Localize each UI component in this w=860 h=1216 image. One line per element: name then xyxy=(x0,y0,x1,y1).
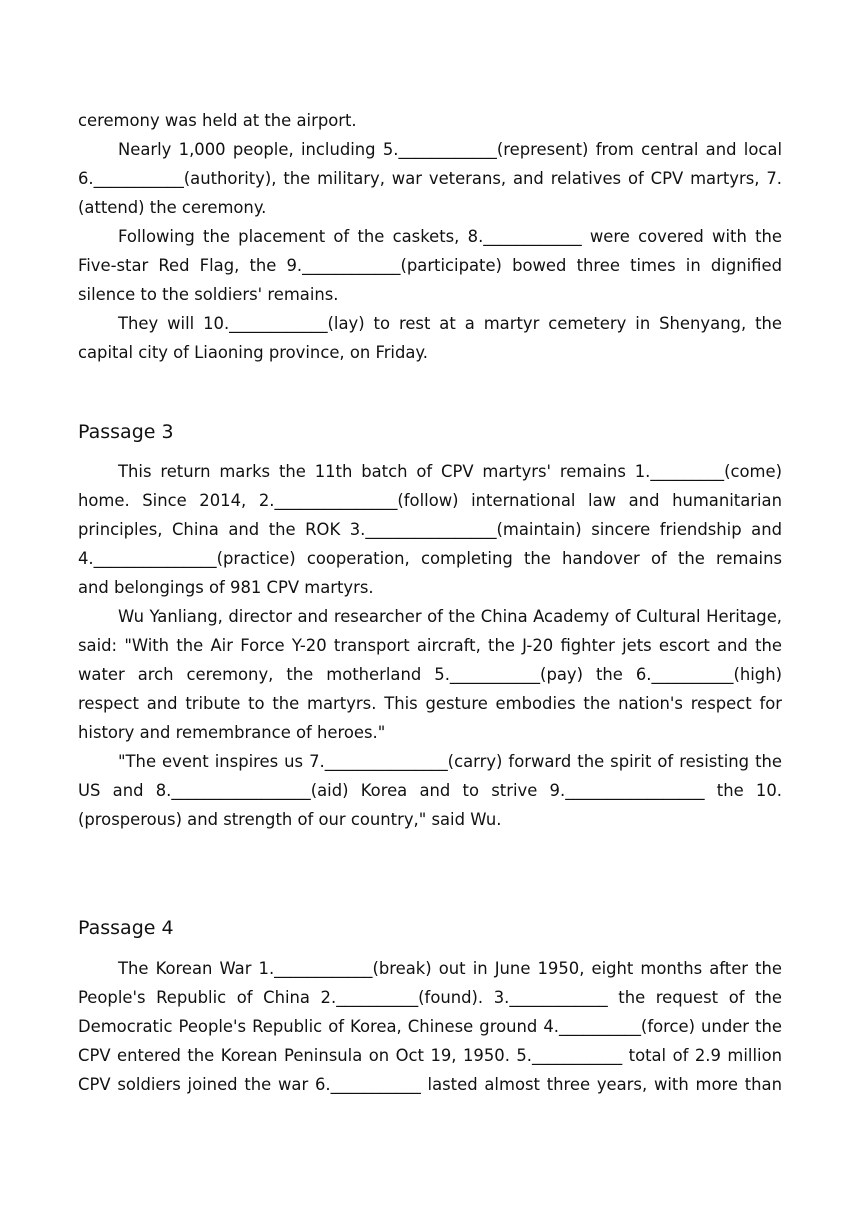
paragraph-line: This return marks the 11th batch of CPV martyrs' remains 1._________(come) xyxy=(118,462,782,481)
paragraph-line: home. Since 2014, 2._______________(follow) international law and humanitarian xyxy=(78,491,782,510)
paragraph-line: They will 10.____________(lay) to rest at a martyr cemetery in Shenyang, the xyxy=(118,314,782,333)
paragraph-line: history and remembrance of heroes." xyxy=(78,723,386,742)
paragraph-line: (prosperous) and strength of our country," said Wu. xyxy=(78,810,502,829)
passage-heading: Passage 4 xyxy=(78,917,174,939)
paragraph-line: Nearly 1,000 people, including 5.____________(represent) from central and local xyxy=(118,140,782,159)
paragraph-line: principles, China and the ROK 3.________________(maintain) sincere friendship and xyxy=(78,520,782,539)
paragraph-line: US and 8._________________(aid) Korea and to strive 9._________________ the 10. xyxy=(78,781,782,800)
paragraph-line: Five-star Red Flag, the 9.____________(participate) bowed three times in dignified xyxy=(78,256,782,275)
paragraph-line: 4._______________(practice) cooperation, completing the handover of the remains xyxy=(78,549,782,568)
paragraph-line: CPV entered the Korean Peninsula on Oct 19, 1950. 5.___________ total of 2.9 million xyxy=(78,1046,782,1065)
passage-heading: Passage 3 xyxy=(78,421,174,443)
paragraph-line: Following the placement of the caskets, 8.____________ were covered with the xyxy=(118,227,782,246)
paragraph-line: ceremony was held at the airport. xyxy=(78,111,357,130)
paragraph-line: (attend) the ceremony. xyxy=(78,198,267,217)
paragraph-line: water arch ceremony, the motherland 5.___________(pay) the 6.__________(high) xyxy=(78,665,782,684)
paragraph-line: 6.___________(authority), the military, war veterans, and relatives of CPV martyrs, 7. xyxy=(78,169,782,188)
paragraph-line: Democratic People's Republic of Korea, Chinese ground 4.__________(force) under the xyxy=(78,1017,782,1036)
paragraph-line: "The event inspires us 7._______________(carry) forward the spirit of resisting the xyxy=(118,752,782,771)
paragraph-line: People's Republic of China 2.__________(found). 3.____________ the request of the xyxy=(78,988,782,1007)
paragraph-line: CPV soldiers joined the war 6.___________ lasted almost three years, with more than xyxy=(78,1075,782,1094)
paragraph-line: Wu Yanliang, director and researcher of the China Academy of Cultural Heritage, xyxy=(118,607,782,626)
paragraph-line: capital city of Liaoning province, on Friday. xyxy=(78,343,429,362)
paragraph-line: said: "With the Air Force Y-20 transport aircraft, the J-20 fighter jets escort and the xyxy=(78,636,782,655)
paragraph-line: respect and tribute to the martyrs. This gesture embodies the nation's respect for xyxy=(78,694,782,713)
paragraph-line: and belongings of 981 CPV martyrs. xyxy=(78,578,374,597)
paragraph-line: The Korean War 1.____________(break) out in June 1950, eight months after the xyxy=(118,959,782,978)
paragraph-line: silence to the soldiers' remains. xyxy=(78,285,339,304)
